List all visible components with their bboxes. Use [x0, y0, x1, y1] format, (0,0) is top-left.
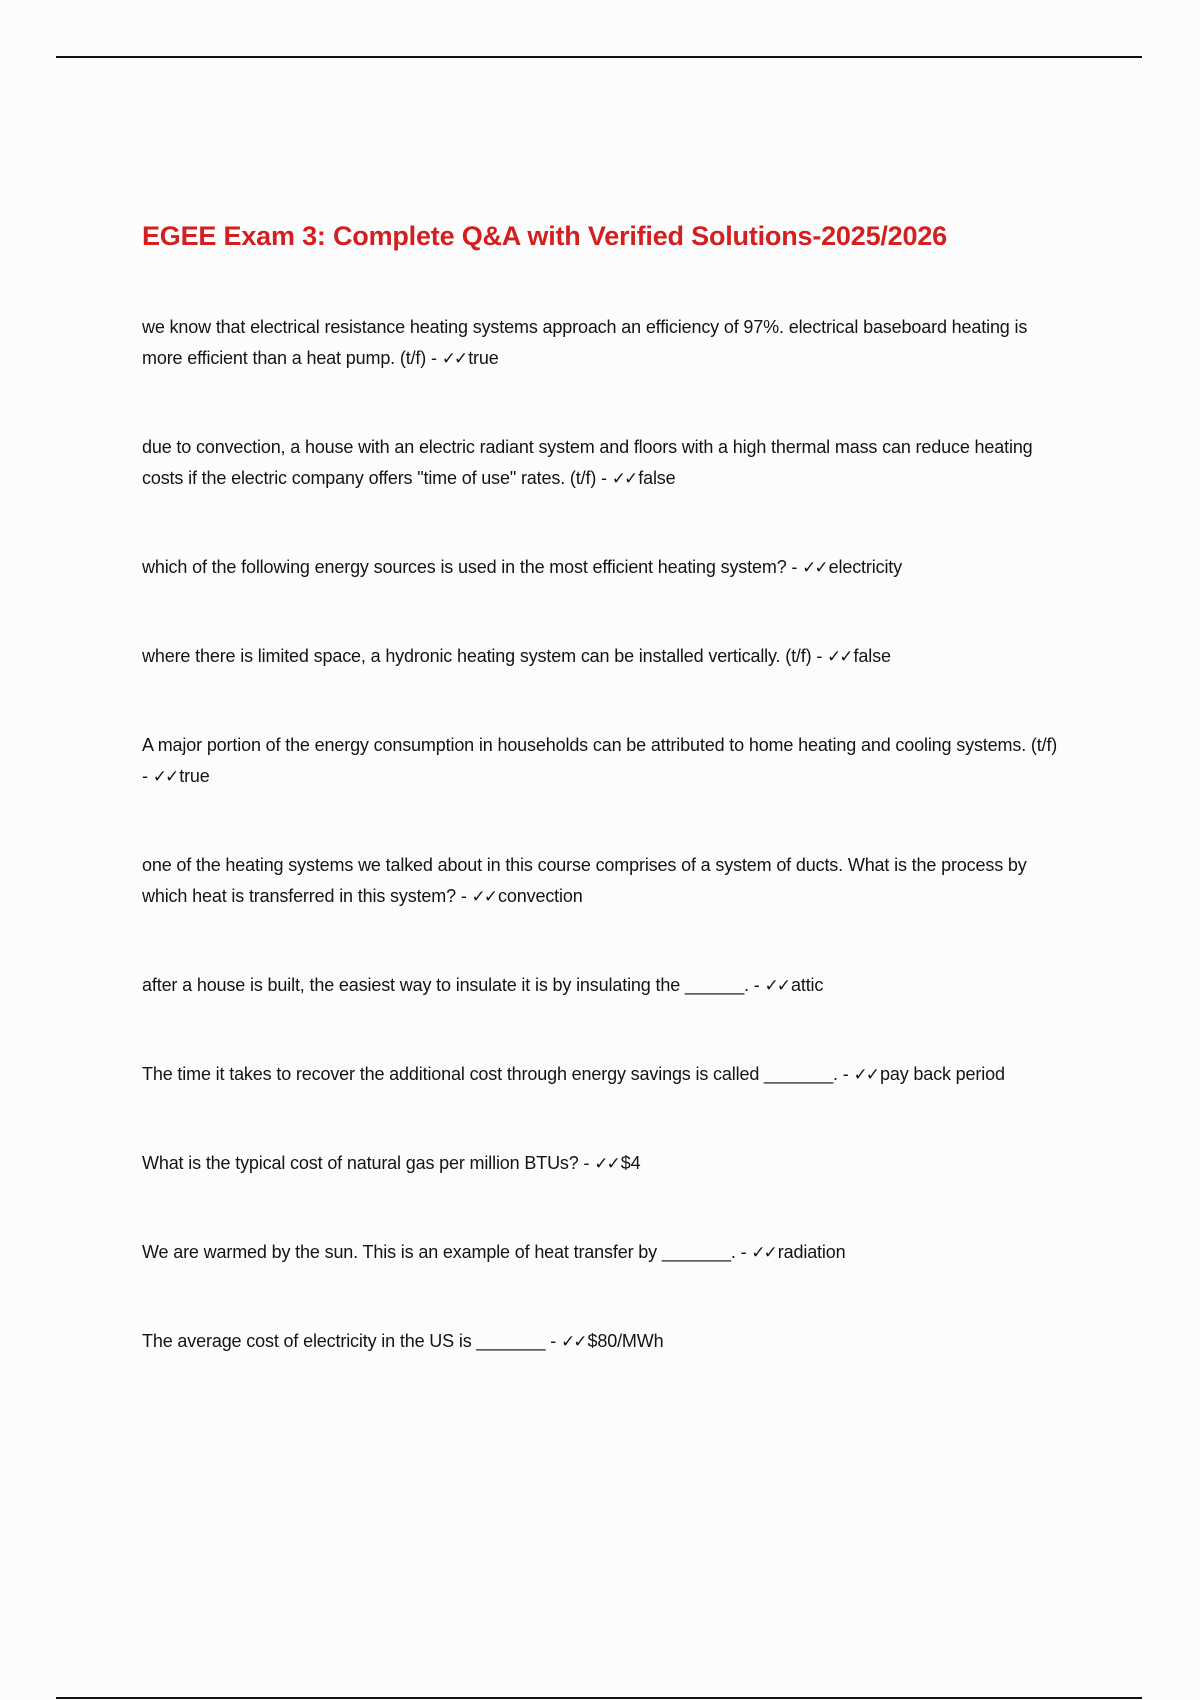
top-rule [56, 56, 1142, 58]
question-text: What is the typical cost of natural gas per million BTUs? - [142, 1153, 590, 1173]
answer-text: false [638, 468, 676, 488]
check-mark-icon: ✓✓ [827, 647, 852, 667]
qa-item [142, 850, 1062, 913]
qa-item [142, 730, 1062, 793]
question-text: after a house is built, the easiest way to insulate it is by insulating the ______. - [142, 975, 760, 995]
check-mark-icon: ✓✓ [853, 1065, 878, 1085]
check-mark-icon: ✓✓ [611, 469, 637, 489]
document-title: EGEE Exam 3: Complete Q&A with Verified Solutions-2025/2026 [142, 221, 947, 251]
answer-text: true [179, 766, 210, 786]
qa-item [142, 1237, 1062, 1269]
question-text: A major portion of the energy consumption in households can be attributed to home heating and cooling systems. (t/f) - [142, 735, 1058, 786]
document-body [142, 212, 1062, 1415]
answer-text: $80/MWh [587, 1331, 664, 1351]
check-mark-icon: ✓✓ [471, 887, 497, 907]
check-mark-icon: ✓✓ [152, 767, 178, 787]
answer-text: convection [498, 886, 583, 906]
check-mark-icon: ✓✓ [764, 976, 789, 996]
qa-item [142, 432, 1062, 495]
question-text: The average cost of electricity in the US is _______ - [142, 1331, 557, 1351]
qa-item [142, 641, 1062, 673]
check-mark-icon: ✓✓ [802, 558, 827, 578]
answer-text: true [468, 348, 499, 368]
check-mark-icon: ✓✓ [751, 1243, 776, 1263]
answer-text: electricity [828, 557, 902, 577]
qa-item [142, 312, 1062, 375]
check-mark-icon: ✓✓ [594, 1154, 619, 1174]
qa-item [142, 1326, 1062, 1358]
qa-item [142, 1059, 1062, 1091]
answer-text: false [853, 646, 891, 666]
qa-item [142, 970, 1062, 1002]
question-text: one of the heating systems we talked about in this course comprises of a system of ducts. What is the process by which heat is transferred in this system? - [142, 855, 1027, 906]
question-text: We are warmed by the sun. This is an example of heat transfer by _______. - [142, 1242, 747, 1262]
answer-text: attic [790, 975, 824, 995]
question-text: where there is limited space, a hydronic heating system can be installed vertically. (t/f) - [142, 646, 823, 666]
qa-item [142, 1148, 1062, 1180]
bottom-rule [56, 1697, 1142, 1699]
qa-item [142, 552, 1062, 584]
answer-text: radiation [777, 1242, 846, 1262]
answer-text: pay back period [879, 1064, 1005, 1084]
question-text: The time it takes to recover the additional cost through energy savings is called _______. - [142, 1064, 849, 1084]
qa-list [142, 312, 1062, 1358]
check-mark-icon: ✓✓ [560, 1332, 586, 1352]
question-text: due to convection, a house with an electric radiant system and floors with a high thermal mass can reduce heating costs if the electric company offers "time of use" rates. (t/f) - [142, 437, 1033, 488]
check-mark-icon: ✓✓ [441, 349, 467, 369]
question-text: which of the following energy sources is used in the most efficient heating system? - [142, 557, 798, 577]
answer-text: $4 [620, 1153, 641, 1173]
question-text: we know that electrical resistance heating systems approach an efficiency of 97%. electrical baseboard heating is more efficient than a heat pump. (t/f) - [142, 317, 1028, 368]
